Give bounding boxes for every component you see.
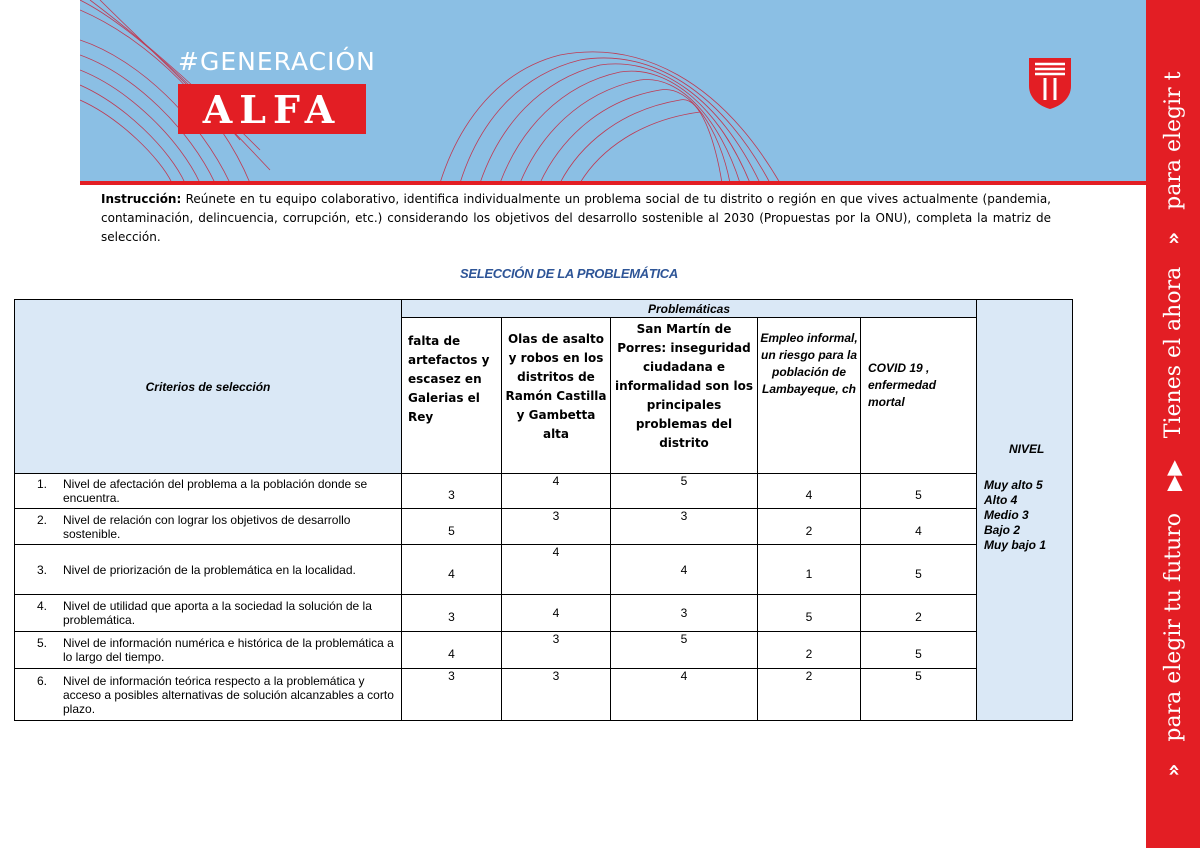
problem-header-2: Olas de asalto y robos en los distritos de Ramón Castilla y Gambetta alta <box>502 318 611 474</box>
slogan-elegir-futuro: para elegir tu futuro <box>1160 512 1186 742</box>
criterion-number: 4. <box>37 599 48 613</box>
criterion-number: 6. <box>37 673 48 688</box>
score-cell: 2 <box>861 595 977 632</box>
criterion-cell <box>15 474 402 509</box>
score-cell: 3 <box>611 509 758 545</box>
score-cell: 4 <box>402 545 502 595</box>
score-cell: 4 <box>502 474 611 509</box>
criterion-number: 2. <box>37 512 48 527</box>
problem-header-5: COVID 19 , enfermedad mortal <box>861 318 977 474</box>
nivel-scale-item: Bajo 2 <box>984 523 1021 537</box>
side-slogan-band <box>1146 0 1200 848</box>
score-cell: 5 <box>861 545 977 595</box>
score-cell: 5 <box>861 632 977 669</box>
score-cell: 4 <box>611 545 758 595</box>
side-slogan-text <box>1153 0 1193 848</box>
criterion-cell <box>15 632 402 669</box>
score-cell: 3 <box>402 669 502 721</box>
criterion-number: 1. <box>37 477 48 491</box>
score-cell: 5 <box>611 474 758 509</box>
instruction-paragraph <box>101 190 1051 247</box>
alfa-brand-box <box>178 84 366 134</box>
score-cell: 3 <box>502 669 611 721</box>
criteria-header: Criterios de selección <box>15 300 402 474</box>
selection-matrix <box>14 299 1073 721</box>
criterion-text: Nivel de afectación del problema a la población donde se encuentra. <box>63 477 368 505</box>
nivel-scale-item: Muy alto 5 <box>984 478 1043 492</box>
score-cell: 2 <box>758 669 861 721</box>
criterion-cell <box>15 509 402 545</box>
nivel-scale <box>984 478 1072 553</box>
score-cell: 5 <box>861 669 977 721</box>
table-row <box>15 632 1073 669</box>
score-cell: 5 <box>861 474 977 509</box>
nivel-scale-item: Alto 4 <box>984 493 1018 507</box>
page-title: SELECCIÓN DE LA PROBLEMÁTICA <box>460 266 678 281</box>
score-cell: 4 <box>502 545 611 595</box>
score-cell: 4 <box>502 595 611 632</box>
criterion-cell <box>15 545 402 595</box>
nivel-scale-item: Muy bajo 1 <box>984 538 1047 552</box>
table-row <box>15 595 1073 632</box>
university-shield-logo <box>1027 56 1073 110</box>
score-cell: 3 <box>611 595 758 632</box>
nivel-header: NIVEL <box>1009 442 1045 456</box>
criterion-text: Nivel de priorización de la problemática en la localidad. <box>63 562 356 577</box>
score-cell: 3 <box>402 595 502 632</box>
table-row <box>15 669 1073 721</box>
nivel-scale-item: Medio 3 <box>984 508 1029 522</box>
score-cell: 4 <box>611 669 758 721</box>
criterion-number: 5. <box>37 636 48 650</box>
problem-header-1: falta de artefactos y escasez en Galerias el Rey <box>402 318 502 474</box>
nivel-column <box>977 300 1073 721</box>
criterion-text: Nivel de información teórica respecto a la problemática y acceso a posibles alternativas de solución alcanzables a corto plazo. <box>63 673 394 716</box>
alfa-brand-text: ALFA <box>202 86 342 132</box>
score-cell: 3 <box>402 474 502 509</box>
table-row <box>15 474 1073 509</box>
score-cell: 4 <box>758 474 861 509</box>
score-cell: 2 <box>758 509 861 545</box>
problems-header: Problemáticas <box>402 300 977 318</box>
score-cell: 1 <box>758 545 861 595</box>
problem-header-4: Empleo informal, un riesgo para la población de Lambayeque, ch <box>758 318 861 474</box>
score-cell: 5 <box>611 632 758 669</box>
score-cell: 3 <box>502 632 611 669</box>
score-cell: 2 <box>758 632 861 669</box>
criterion-text: Nivel de relación con lograr los objetivos de desarrollo sostenible. <box>63 512 351 541</box>
double-chevron-icon: » <box>1161 231 1185 245</box>
criterion-text: Nivel de información numérica e histórica de la problemática a lo largo del tiempo. <box>63 636 394 664</box>
criterion-cell <box>15 595 402 632</box>
criterion-cell <box>15 669 402 721</box>
double-chevron-icon: » <box>1161 763 1185 777</box>
slogan-elegir-t: para elegir t <box>1160 71 1186 210</box>
instruction-text: Reúnete en tu equipo colaborativo, identifica individualmente un problema social de tu distrito o región en que vives actualmente (pandemia, contaminación, delincuencia, corrupción, etc.) considerando los objetivos del desarrollo sostenible al 2030 (Propuestas por la ONU), completa la matriz de selección. <box>101 192 1051 244</box>
problem-header-3: San Martín de Porres: inseguridad ciudadana e informalidad son los principales problemas del distrito <box>611 318 758 474</box>
score-cell: 5 <box>402 509 502 545</box>
criterion-number: 3. <box>37 562 48 577</box>
double-arrow-icon: ▶▶ <box>1161 460 1185 491</box>
score-cell: 4 <box>402 632 502 669</box>
generacion-hashtag: #GENERACIÓN <box>178 47 376 76</box>
score-cell: 5 <box>758 595 861 632</box>
banner-red-divider <box>80 181 1146 185</box>
score-cell: 3 <box>502 509 611 545</box>
criterion-text: Nivel de utilidad que aporta a la sociedad la solución de la problemática. <box>63 599 372 627</box>
table-row <box>15 509 1073 545</box>
header-banner <box>80 0 1146 183</box>
score-cell: 4 <box>861 509 977 545</box>
table-row <box>15 545 1073 595</box>
instruction-label: Instrucción: <box>101 192 182 206</box>
slogan-tienes-ahora: Tienes el ahora <box>1160 266 1186 439</box>
